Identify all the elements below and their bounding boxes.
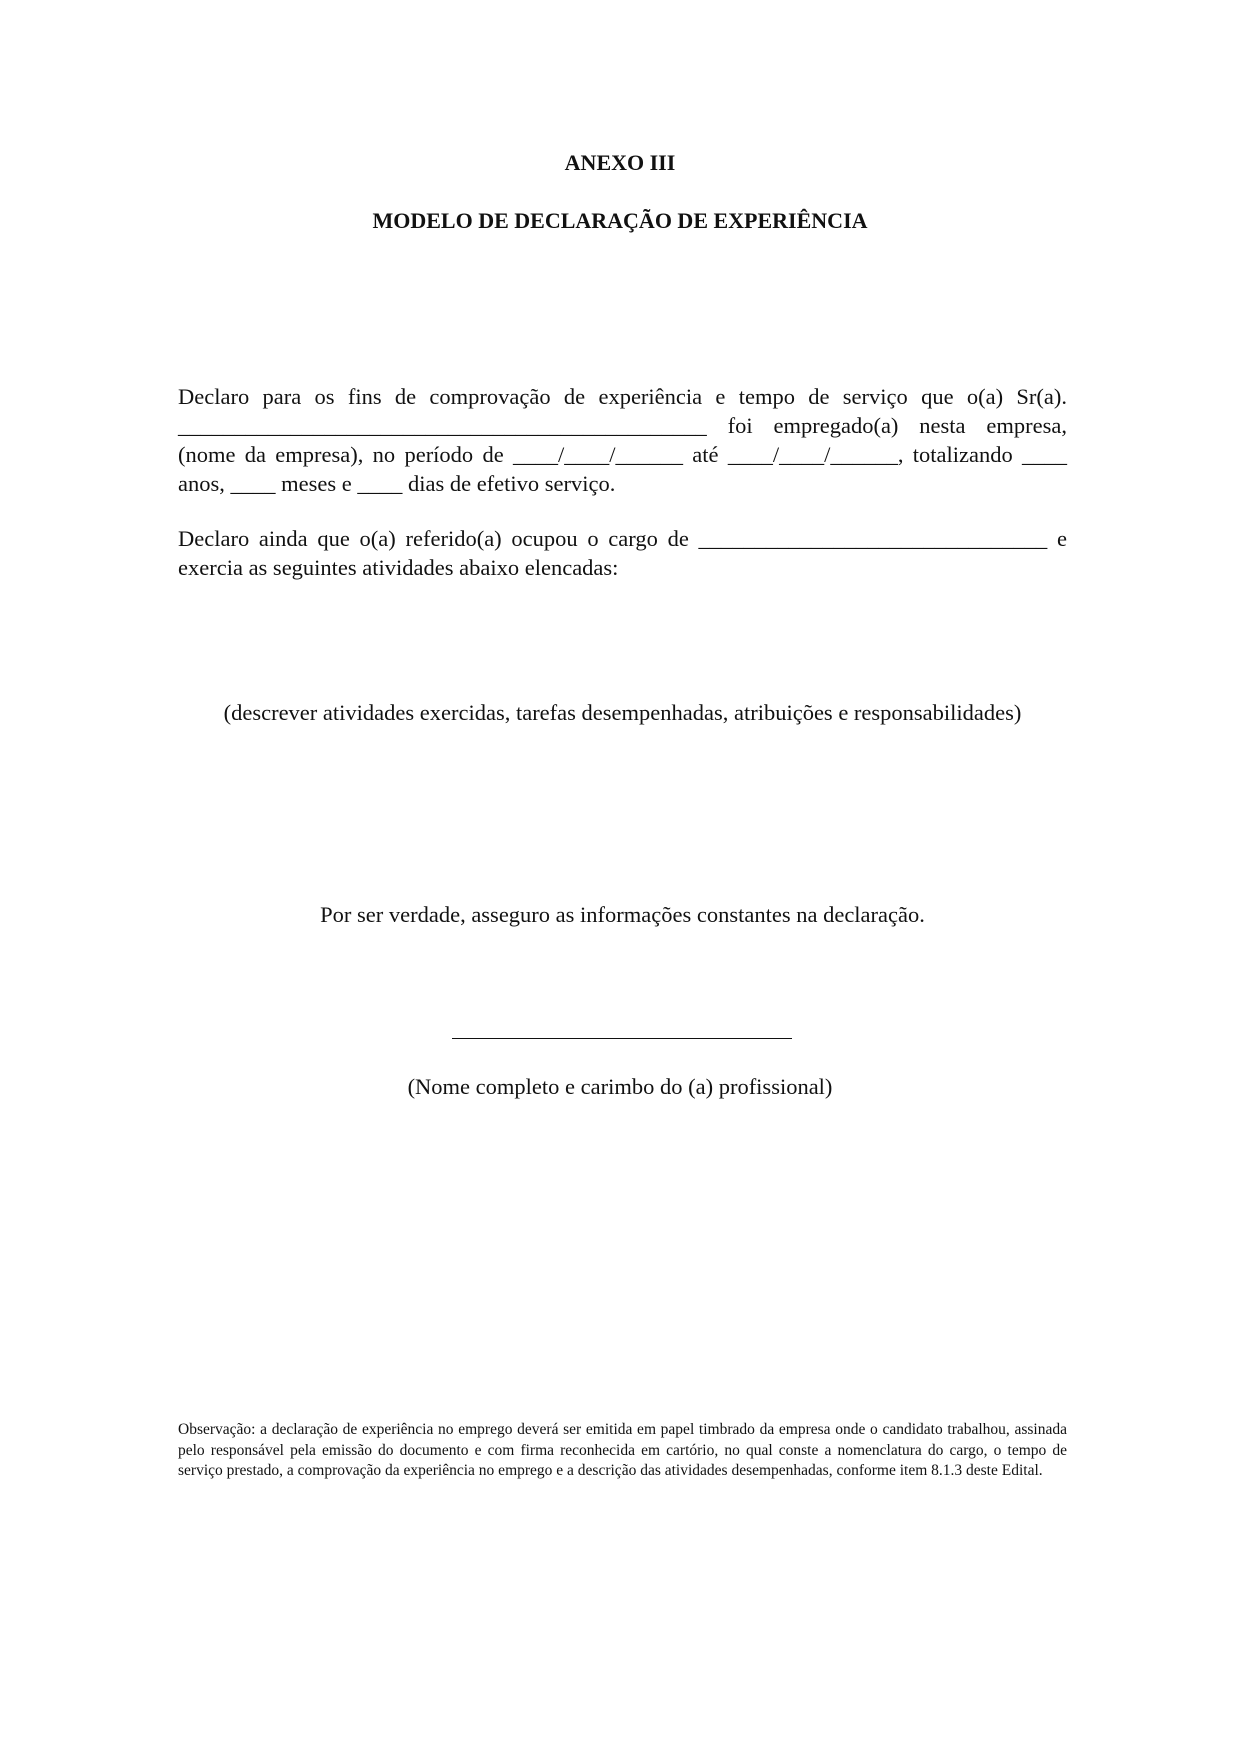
annex-title: ANEXO III (564, 150, 676, 175)
signature-caption: (Nome completo e carimbo do (a) profissional) (407, 1074, 833, 1099)
observation-note: Observação: a declaração de experiência no emprego deverá ser emitida em papel timbrado da empresa onde o candidato trabalhou, assinada pelo responsável pela emissão do documento e com firma reconhecida em cartório, no qual conste a nomenclatura do cargo, o tempo de serviço prestado, a comprovação da experiência no emprego e a descrição das atividades desempenhadas, conforme item 8.1.3 deste Edital. (178, 1421, 1067, 1479)
activities-instruction: (descrever atividades exercidas, tarefas desempenhadas, atribuições e responsabilidades) (223, 700, 1022, 725)
truth-statement: Por ser verdade, asseguro as informações constantes na declaração. (320, 902, 925, 927)
document-title: MODELO DE DECLARAÇÃO DE EXPERIÊNCIA (372, 208, 868, 233)
declaration-paragraph-employment: Declaro para os fins de comprovação de experiência e tempo de serviço que o(a) Sr(a). _______________________________________________ foi empregado(a) nesta empresa, (nome da empresa), no período de ____/____/______ até ____/____/______, totalizando ____ anos, ____ meses e ____ dias de efetivo serviço. (178, 384, 1067, 496)
signature-line (452, 1038, 792, 1039)
declaration-paragraph-position: Declaro ainda que o(a) referido(a) ocupou o cargo de _______________________________ e exercia as seguintes atividades abaixo elencadas: (178, 526, 1067, 580)
